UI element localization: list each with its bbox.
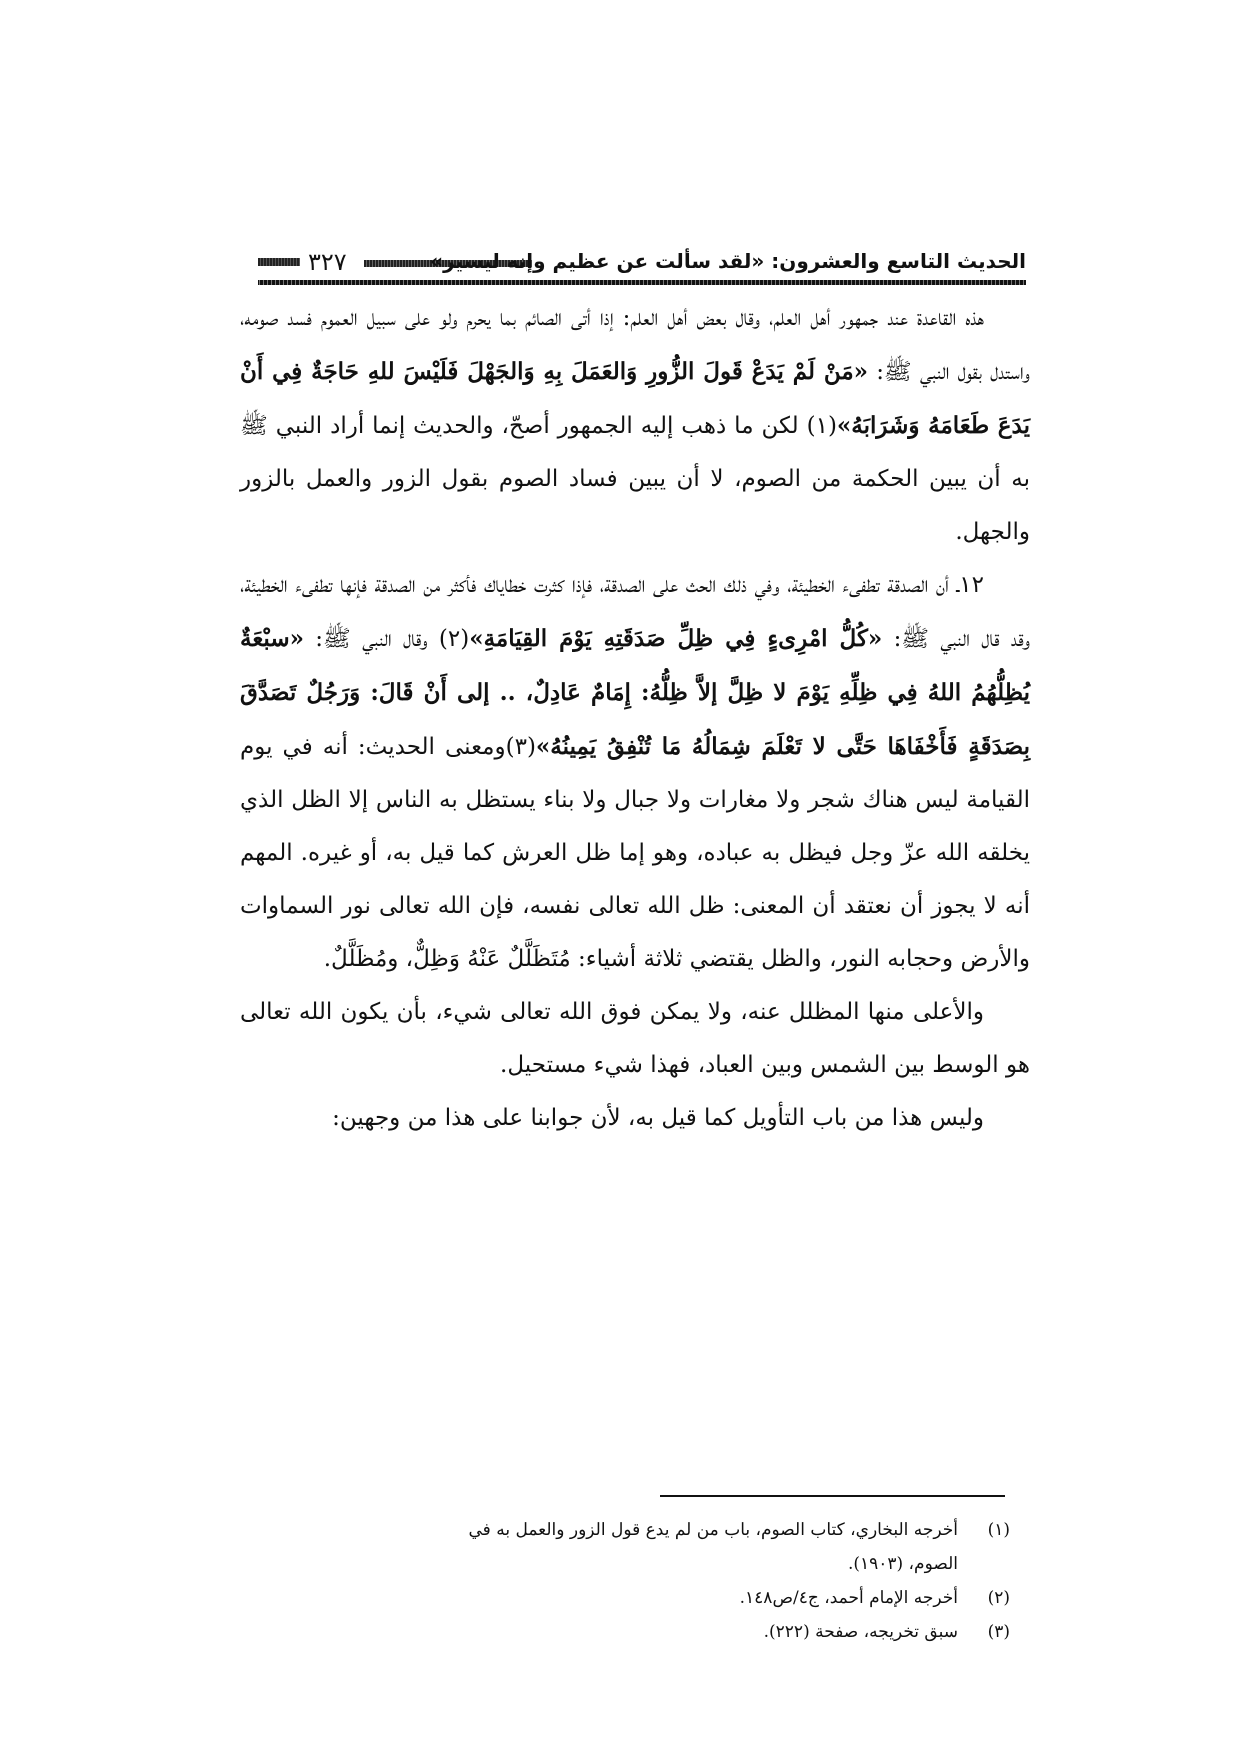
header-rule <box>258 280 1026 285</box>
footnote-2 <box>420 1581 1010 1615</box>
paragraph-4: وليس هذا من باب التأويل كما قيل به، لأن جوابنا على هذا من وجهين: <box>332 1105 984 1131</box>
page-number: ٣٢٧ <box>308 248 347 276</box>
paragraph-2 <box>240 559 1030 986</box>
footnote-number: (١) <box>987 1520 1010 1540</box>
paragraph-2-middle: (٢) وقال النبي ﷺ: <box>315 626 470 652</box>
header-ornament-left <box>258 258 300 266</box>
hadith-quote-1: «مَنْ لَمْ يَدَعْ قَولَ الزُّورِ وَالعَمَلَ بِهِ وَالجَهْلَ فَلَيْسَ للهِ حَاجَةٌ فِي أَنْ يَدَعَ طَعَامَهُ وَشَرَابَهُ» <box>240 358 1030 439</box>
header-title: الحديث التاسع والعشرون: «لقد سألت عن عظيم وإنه ليسير» <box>430 249 1026 273</box>
paragraph-3: والأعلى منها المظلل عنه، ولا يمكن فوق الله تعالى شيء، بأن يكون الله تعالى هو الوسط بين الشمس وبين العباد، فهذا شيء مستحيل. <box>240 999 1030 1078</box>
hadith-quote-3: «سبْعَةٌ يُظِلُّهُمُ اللهُ فِي ظِلِّهِ يَوْمَ لا ظِلَّ إلاَّ ظِلُّهُ: إِمَامٌ عَادِلٌ، .. إلى أَنْ قَالَ: وَرَجُلٌ تَصَدَّقَ بِصَدَقَةٍ فَأَخْفَاهَا حَتَّى لا تَعْلَمَ شِمَالُهُ مَا تُنْفِقُ يَمِينُهُ» <box>240 625 1030 760</box>
footnote-number: (٢) <box>987 1588 1010 1608</box>
paragraph-2-continuation: (٣)ومعنى الحديث: أنه في يوم القيامة ليس هناك شجر ولا مغارات ولا جبال ولا بناء يستظل به الناس إلا الظل الذي يخلقه الله عزّ وجل فيظل به عباده، وهو إما ظل العرش كما قيل به، أو غيره. المهم أنه لا يجوز أن نعتقد أن المعنى: ظل الله تعالى نفسه، فإن الله تعالى نور السماوات والأرض وحجابه النور، والظل يقتضي ثلاثة أشياء: مُتَظَلَّلٌ عَنْهُ وَظِلٌّ، ومُظَلَّلٌ. <box>240 734 1030 972</box>
paragraph-2-intro: ١٢ـ أن الصدقة تطفىء الخطيئة، وفي ذلك الحث على الصدقة، فإذا كثرت خطاياك فأكثر من الصدقة فإنها تطفىء الخطيئة، وقد قال النبي ﷺ: <box>240 572 1031 652</box>
paragraph-1 <box>240 292 1030 559</box>
footnote-3 <box>420 1615 1010 1649</box>
paragraph-1-text: هذه القاعدة عند جمهور أهل العلم، وقال بعض أهل العلم: إذا أتى الصائم بما يحرم ولو على سبيل العموم فسد صومه، واستدل بقول النبي ﷺ: <box>240 305 1030 385</box>
paragraph-1-continuation: (١) لكن ما ذهب إليه الجمهور أصحّ، والحديث إنما أراد النبي ﷺ به أن يبين الحكمة من الصوم، لا أن يبين فساد الصوم بقول الزور والعمل بالزور والجهل. <box>240 413 1030 545</box>
hadith-quote-2: «كُلُّ امْرِىءٍ فِي ظِلِّ صَدَقَتِهِ يَوْمَ القِيَامَةِ» <box>469 625 883 652</box>
footnote-text: أخرجه الإمام أحمد، ج٤/ص١٤٨. <box>739 1588 958 1608</box>
main-text <box>240 292 1030 1145</box>
footnotes <box>420 1513 1010 1649</box>
footnote-text: أخرجه البخاري، كتاب الصوم، باب من لم يدع قول الزور والعمل به في الصوم، (١٩٠٣). <box>468 1520 958 1574</box>
footnote-divider <box>660 1495 1005 1497</box>
footnote-text: سبق تخريجه، صفحة (٢٢٢). <box>763 1622 958 1642</box>
footnote-1 <box>420 1513 1010 1581</box>
footnote-number: (٣) <box>987 1622 1010 1642</box>
running-header <box>258 246 1026 288</box>
